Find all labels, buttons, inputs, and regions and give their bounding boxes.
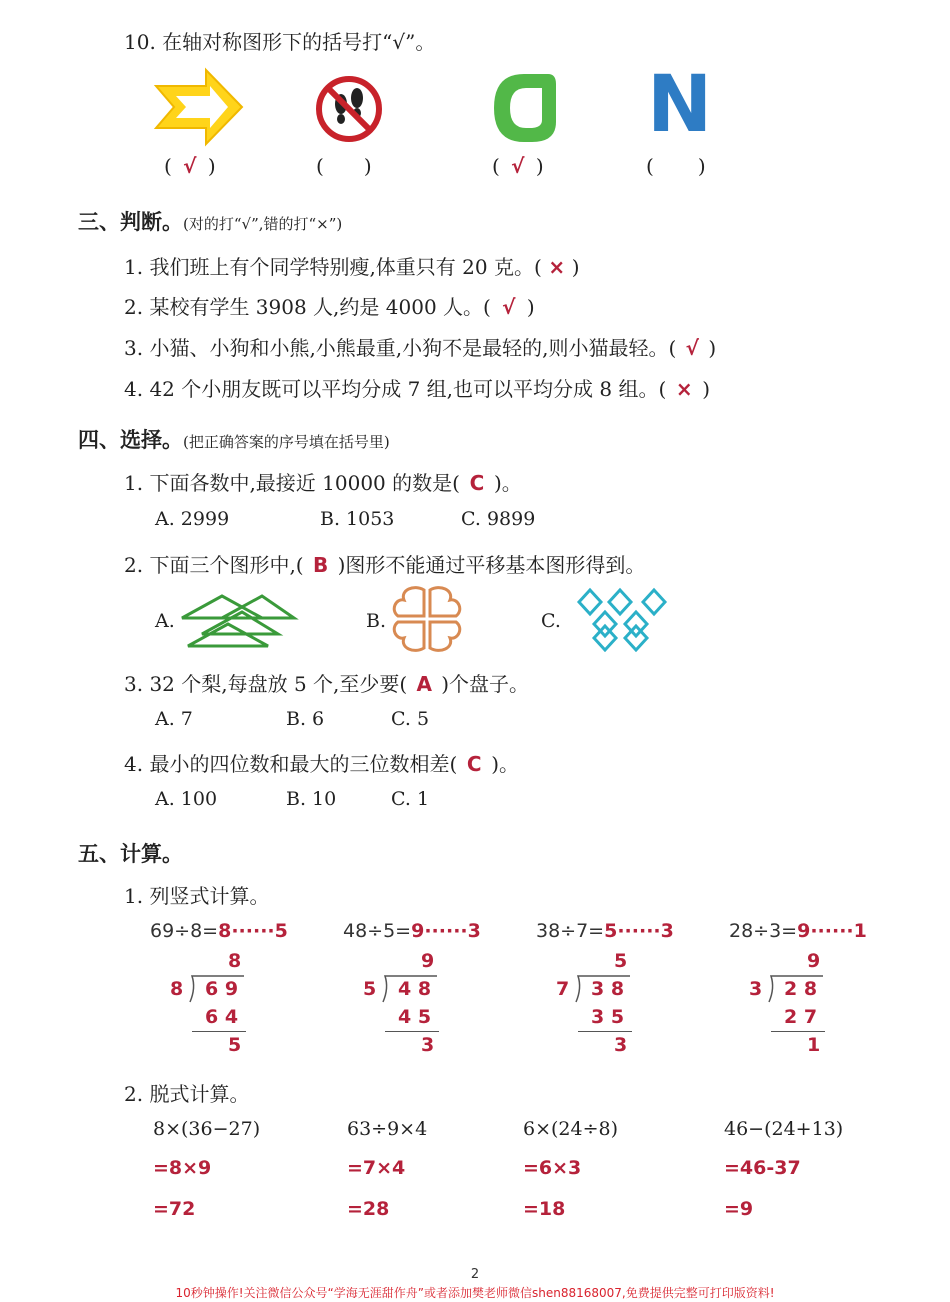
choice-q2-opt-c: C.	[541, 610, 561, 632]
division-1-remainder: 5	[228, 1034, 242, 1056]
choice-q1-opt-b: B. 1053	[320, 508, 395, 530]
long-division-3: 38÷7=5······3 5 7 3 8 3 5 3	[536, 920, 674, 1056]
calc-sub-1: 1. 列竖式计算。	[124, 884, 270, 908]
division-3-answer: 5······3	[604, 920, 674, 942]
division-1-dividend: 6 9	[205, 978, 239, 1000]
section-3-title: 三、判断。(对的打“√”,错的打“×”)	[78, 210, 343, 234]
triangles-figure-a	[178, 590, 300, 650]
diamonds-figure-c	[574, 586, 670, 652]
judge-answer-3: √	[685, 336, 699, 360]
expr-3-step-2: =18	[523, 1198, 566, 1220]
calc-sub-2: 2. 脱式计算。	[124, 1082, 250, 1106]
section-4-title: 四、选择。(把正确答案的序号填在括号里)	[78, 428, 390, 452]
judge-item-3: 3. 小猫、小狗和小熊,小熊最重,小狗不是最轻的,则小猫最轻。( √ )	[124, 336, 717, 360]
division-3-divisor: 7	[556, 978, 570, 1000]
section-3-note: (对的打“√”,错的打“×”)	[183, 215, 343, 233]
choice-q3-opt-a: A. 7	[155, 708, 193, 730]
page-number: 2	[470, 1267, 480, 1282]
division-3-quotient: 5	[614, 950, 628, 972]
division-1-quotient: 8	[228, 950, 242, 972]
expr-2-step-2: =28	[347, 1198, 390, 1220]
arrow-shape-image	[152, 66, 246, 148]
choice-q2-answer: B	[312, 553, 329, 577]
division-4-divisor: 3	[749, 978, 763, 1000]
long-division-2: 48÷5=9······3 9 5 4 8 4 5 3	[343, 920, 481, 1056]
expr-3-step-1: =6×3	[523, 1157, 582, 1179]
footer-promo-text: 10秒钟操作!关注微信公众号“学海无涯甜作舟”或者添加樊老师微信shen88168007,免费提供完整可打印版资料!	[175, 1286, 775, 1300]
division-4-quotient: 9	[807, 950, 821, 972]
division-2-divisor: 5	[363, 978, 377, 1000]
choice-q4-opt-c: C. 1	[391, 788, 430, 810]
expr-4: 46−(24+13)	[724, 1118, 844, 1140]
division-3-remainder: 3	[614, 1034, 628, 1056]
expr-1-step-2: =72	[153, 1198, 196, 1220]
choice-q4-answer: C	[466, 752, 482, 776]
judge-item-2: 2. 某校有学生 3908 人,约是 4000 人。( √ )	[124, 295, 535, 319]
q10-paren-3: ( √ )	[492, 154, 544, 178]
letter-n-image: N	[647, 60, 713, 150]
section-5-title: 五、计算。	[78, 842, 183, 866]
division-2-answer: 9······3	[411, 920, 481, 942]
judge-answer-1: ×	[548, 255, 566, 279]
choice-q1: 1. 下面各数中,最接近 10000 的数是( C )。	[124, 471, 522, 495]
expr-2-step-1: =7×4	[347, 1157, 406, 1179]
choice-q4-opt-b: B. 10	[286, 788, 337, 810]
division-2-product: 4 5	[398, 1006, 432, 1028]
judge-item-4: 4. 42 个小朋友既可以平均分成 7 组,也可以平均分成 8 组。( × )	[124, 377, 711, 401]
division-4-product: 2 7	[784, 1006, 818, 1028]
hearts-figure-b	[390, 586, 464, 652]
choice-q1-answer: C	[469, 471, 485, 495]
choice-q1-opt-a: A. 2999	[155, 508, 230, 530]
expr-1-step-1: =8×9	[153, 1157, 212, 1179]
choice-q3: 3. 32 个梨,每盘放 5 个,至少要( A )个盘子。	[124, 672, 530, 696]
judge-item-1: 1. 我们班上有个同学特别瘦,体重只有 20 克。( × )	[124, 255, 580, 279]
division-2-remainder: 3	[421, 1034, 435, 1056]
choice-q2: 2. 下面三个图形中,( B )图形不能通过平移基本图形得到。	[124, 553, 646, 577]
expr-2: 63÷9×4	[347, 1118, 428, 1140]
division-1-answer: 8······5	[218, 920, 288, 942]
division-1-divisor: 8	[170, 978, 184, 1000]
division-3-dividend: 3 8	[591, 978, 625, 1000]
choice-q2-opt-b: B.	[366, 610, 387, 632]
choice-q3-opt-c: C. 5	[391, 708, 430, 730]
choice-q3-answer: A	[416, 672, 432, 696]
judge-answer-4: ×	[675, 377, 693, 401]
q10-paren-4: ( )	[646, 154, 706, 178]
choice-q2-opt-a: A.	[155, 610, 175, 632]
division-4-remainder: 1	[807, 1034, 821, 1056]
division-1-product: 6 4	[205, 1006, 239, 1028]
long-division-4: 28÷3=9······1 9 3 2 8 2 7 1	[729, 920, 867, 1056]
section-4-note: (把正确答案的序号填在括号里)	[183, 433, 390, 451]
choice-q4: 4. 最小的四位数和最大的三位数相差( C )。	[124, 752, 520, 776]
choice-q1-opt-c: C. 9899	[461, 508, 536, 530]
expr-4-step-1: =46-37	[724, 1157, 801, 1179]
no-walking-sign-image	[314, 74, 384, 144]
expr-1: 8×(36−27)	[153, 1118, 261, 1140]
d-shape-image	[486, 68, 562, 148]
q10-answer-1: √	[183, 154, 197, 178]
judge-answer-2: √	[502, 295, 516, 319]
q10-answer-3: √	[511, 154, 525, 178]
expr-3: 6×(24÷8)	[523, 1118, 619, 1140]
long-division-1: 69÷8=8······5 8 8 6 9 6 4 5	[150, 920, 288, 1056]
choice-q3-opt-b: B. 6	[286, 708, 325, 730]
division-2-dividend: 4 8	[398, 978, 432, 1000]
choice-q4-opt-a: A. 100	[155, 788, 218, 810]
q10-paren-2: ( )	[316, 154, 372, 178]
division-4-dividend: 2 8	[784, 978, 818, 1000]
q10-paren-1: ( √ )	[164, 154, 216, 178]
division-4-answer: 9······1	[797, 920, 867, 942]
division-3-product: 3 5	[591, 1006, 625, 1028]
q10-text: 10. 在轴对称图形下的括号打“√”。	[124, 30, 436, 54]
division-2-quotient: 9	[421, 950, 435, 972]
expr-4-step-2: =9	[724, 1198, 754, 1220]
